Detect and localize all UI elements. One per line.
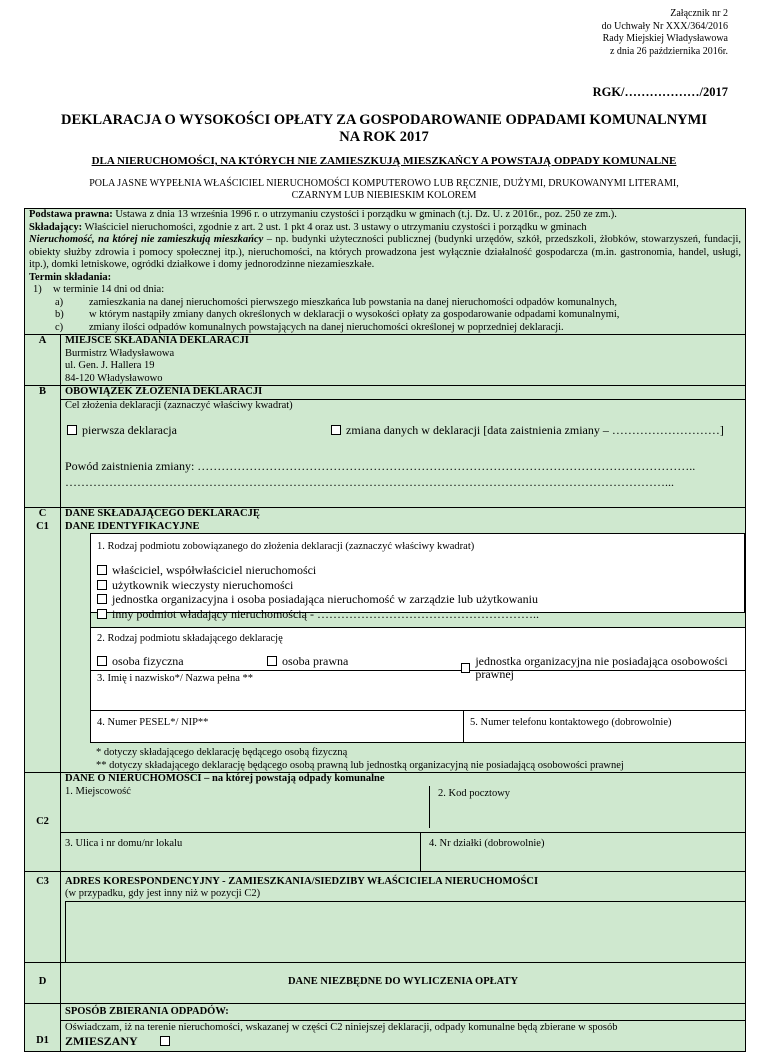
checkbox-icon[interactable] [97,580,107,590]
section-b [61,386,746,508]
town-field[interactable]: 1. Miejscowość [61,786,430,828]
field-label: 5. Numer telefonu kontaktowego (dobrowolnie) [470,717,672,728]
annex-line: Załącznik nr 2 [670,8,728,19]
section-c3-note: (w przypadku, gdy jest inny niż w pozycji C2) [65,888,261,899]
deadline-num: 1) [33,284,42,295]
checkbox-icon[interactable] [67,425,77,435]
checkbox-icon[interactable] [97,594,107,604]
declaration-form [24,208,746,1052]
collection-statement: Oświadczam, iż na terenie nieruchomości, wskazanej w części C2 niniejszej deklaracji, odpady komunalne będą zbierane w sposób [65,1022,618,1033]
field-label: 2. Rodzaj podmiotu składającego deklarację [97,633,283,644]
entity-type-options [90,563,745,627]
legal-info [25,209,746,335]
section-c-label: C C1 [25,508,61,773]
basis-text: Ustawa z dnia 13 września 1996 r. o utrzymaniu czystości i porządku w gminach (t.j. Dz. U. z 2016r., poz. 250 ze zm.). [112,209,617,220]
section-a-label: A [25,335,61,386]
instruction-line: CZARNYM LUB NIEBIESKIM KOLOREM [291,190,477,201]
section-d1 [61,1003,746,1052]
phone-field[interactable] [464,711,745,743]
footnote: ** dotyczy składającego deklarację będącego osobą prawną lub jednostką organizacyjną nie posiadającą osobowości prawnej [96,759,624,771]
option-natural-person[interactable]: osoba fizyczna [97,655,184,668]
correspondence-address-field[interactable] [65,901,745,962]
section-b-title: OBOWIĄZEK ZŁOŻENIA DEKLARACJI [65,386,263,397]
deadline-item: b) w którym nastąpiły zmiany danych określonych w deklaracji o wysokości opłaty za gospodarowanie odpadami komunalnymi, [55,309,620,320]
purpose-label: Cel złożenia deklaracji (zaznaczyć właściwy kwadrat) [61,399,745,413]
section-c1-title: DANE IDENTYFIKACYJNE [65,520,200,532]
section-b-label: B [25,386,61,508]
option-legal-person[interactable]: osoba prawna [267,655,348,668]
section-c2 [61,773,746,872]
section-d-title: DANE NIEZBĘDNE DO WYLICZENIA OPŁATY [61,962,746,1003]
section-c3 [61,871,746,962]
pesel-nip-field[interactable] [90,711,464,743]
checkbox-icon[interactable] [97,656,107,666]
property-text: – np. budynki użyteczności publicznej (budynki urzędów, szkół, przedszkoli, żłobków, stowarzyszeń, fundacji, obiekty służby zdrowia i pomocy społecznej itp.), nieruchomości, na których prowadzona jest wyłącznie działalność gospodarcza (m.in. gastronomia, handel, usługi, itp.), domki letniskowe, ogródki działkowe i domy jednorodzinne niezamieszkałe. [29,234,741,270]
deadline-item: c) zmiany ilości odpadów komunalnych powstających na danej nieruchomości określonej w poprzedniej deklaracji. [55,321,564,333]
office-city: 84-120 Władysławowo [65,372,163,384]
option-change-data[interactable]: zmiana danych w deklaracji [data zaistnienia zmiany – ………………………] [331,424,724,437]
property-label: Nieruchomość, na której nie zamieszkują mieszkańcy [29,234,264,245]
field-label: 1. Rodzaj podmiotu zobowiązanego do złożenia deklaracji (zaznaczyć właściwy kwadrat) [97,541,475,552]
deadline-text: w terminie 14 dni od dnia: [53,284,165,295]
section-d1-title: SPOSÓB ZBIERANIA ODPADÓW: [61,1004,745,1022]
title-line: DEKLARACJA O WYSOKOŚCI OPŁATY ZA GOSPODAROWANIE ODPADAMI KOMUNALNYMI [61,112,707,128]
option-other-entity[interactable]: inny podmiot władający nieruchomością - ……………………………………………….. [97,607,739,622]
footnotes [90,743,745,772]
option-org-unit-no-legal[interactable]: jednostka organizacyjna nie posiadająca osobowości prawnej [461,655,745,680]
fill-instruction [40,178,728,202]
checkbox-icon[interactable] [331,425,341,435]
filer-label: Składający: [29,221,83,233]
deadline-label: Termin składania: [29,271,112,283]
field-label: 3. Imię i nazwisko*/ Nazwa pełna ** [97,673,253,684]
section-c2-title: DANE O NIERUCHOMOŚCI – na której powstają odpady komunalne [65,773,385,784]
reference-number: RGK/………………/2017 [592,85,728,99]
option-owner[interactable]: właściciel, współwłaściciel nieruchomości [97,563,739,578]
checkbox-icon[interactable] [160,1036,170,1046]
section-c2-label: C2 [25,773,61,872]
office-name: Burmistrz Władysławowa [65,347,175,359]
annex-line: Rady Miejskiej Władysławowa [602,33,728,44]
checkbox-icon[interactable] [461,663,470,673]
section-a [61,335,746,386]
section-d1-label: D1 [25,1003,61,1052]
change-reason-cont[interactable]: ……………………………………………………………………………………………………………………………………... [65,475,674,489]
deadline-item: a) zamieszkania na danej nieruchomości pierwszego mieszkańca lub powstania na danej nieruchomości odpadów komunalnych, [55,296,618,308]
section-d-label: D [25,962,61,1003]
title-line: NA ROK 2017 [339,129,429,145]
annex-line: z dnia 26 października 2016r. [609,45,728,57]
basis-label: Podstawa prawna: [29,209,113,220]
change-reason[interactable]: Powód zaistnienia zmiany: …………………………………………………………………………………………………………….. [65,459,696,473]
option-mixed[interactable]: ZMIESZANY [65,1035,741,1048]
option-perpetual-user[interactable]: użytkownik wieczysty nieruchomości [97,578,739,593]
plot-number-field[interactable]: 4. Nr działki (dobrowolnie) [429,837,545,849]
document-title [40,112,728,146]
section-a-title: MIEJSCE SKŁADANIA DEKLARACJI [65,335,249,346]
option-organizational-unit[interactable]: jednostka organizacyjna i osoba posiadająca nieruchomość w zarządzie lub użytkowaniu [97,592,739,607]
option-first-declaration[interactable]: pierwsza deklaracja [67,424,177,437]
document-subtitle: DLA NIERUCHOMOŚCI, NA KTÓRYCH NIE ZAMIESZKUJĄ MIESZKAŃCY A POWSTAJĄ ODPADY KOMUNALNE [91,155,677,167]
checkbox-icon[interactable] [97,565,107,575]
section-c3-label: C3 [25,871,61,962]
office-street: ul. Gen. J. Hallera 19 [65,360,155,371]
annex-note [528,8,728,58]
filer-text: Właściciel nieruchomości, zgodnie z art. 2 ust. 1 pkt 4 oraz ust. 3 ustawy o utrzymaniu czystości i porządku w gminach [82,221,587,233]
annex-line: do Uchwały Nr XXX/364/2016 [601,20,728,32]
instruction-line: POLA JASNE WYPEŁNIA WŁAŚCICIEL NIERUCHOMOŚCI KOMPUTEROWO LUB RĘCZNIE, DUŻYMI, DRUKOWANYMI LITERAMI, [89,178,679,189]
section-c3-title: ADRES KORESPONDENCYJNY - ZAMIESZKANIA/SIEDZIBY WŁAŚCICIELA NIERUCHOMOŚCI [65,875,539,887]
footnote: * dotyczy składającego deklarację będącego osobą fizyczną [96,747,348,758]
section-c-title: DANE SKŁADAJĄCEGO DEKLARACJĘ [65,508,260,519]
postal-code-field[interactable]: 2. Kod pocztowy [438,787,511,799]
section-c [61,508,746,773]
field-label: 4. Numer PESEL*/ NIP** [97,717,209,728]
checkbox-icon[interactable] [267,656,277,666]
checkbox-icon[interactable] [97,609,107,619]
street-field[interactable]: 3. Ulica i nr domu/nr lokalu [61,833,421,871]
